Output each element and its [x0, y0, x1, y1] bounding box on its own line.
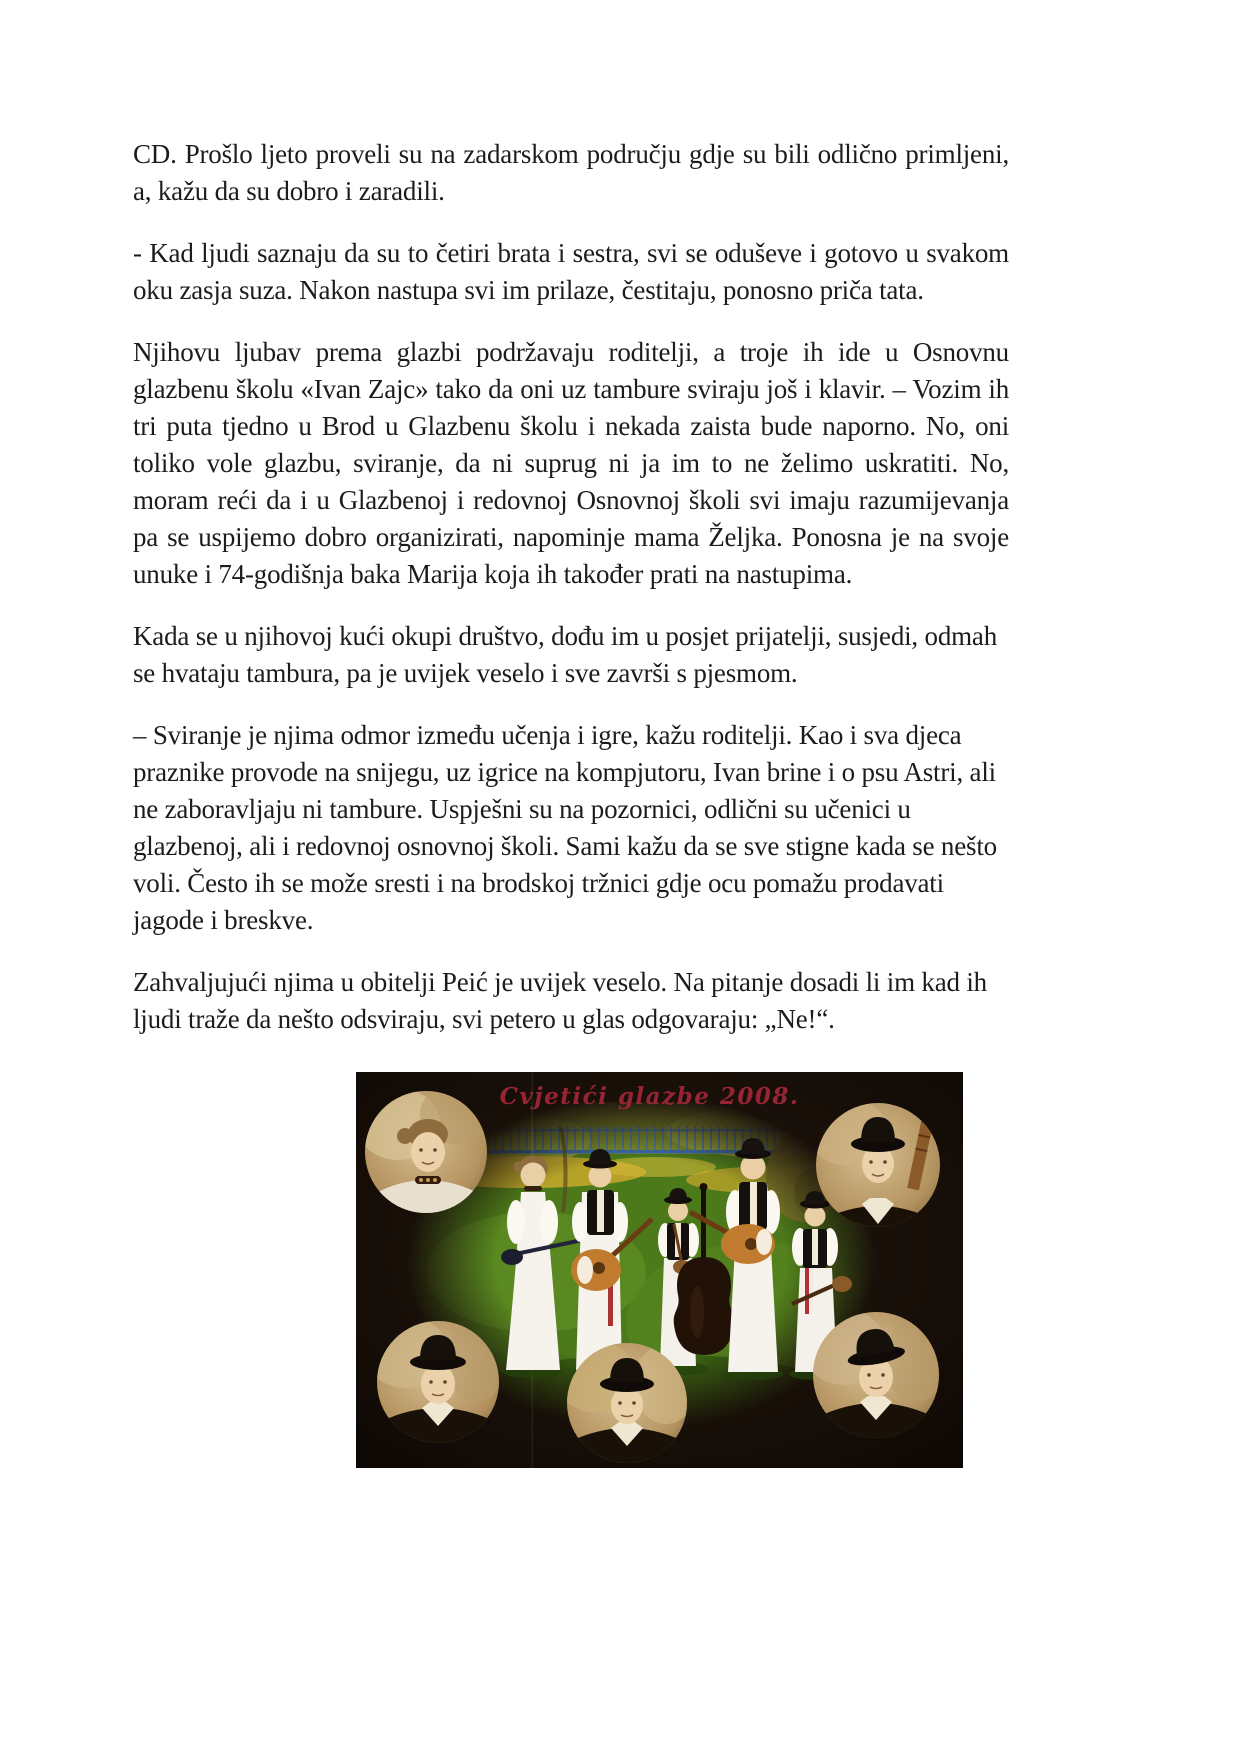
- family-photo-collage: [356, 1072, 963, 1468]
- photo-collage-graphic: [356, 1072, 963, 1468]
- photo-caption: Cvjetići glazbe 2008.: [499, 1083, 800, 1110]
- paragraph-3: Njihovu ljubav prema glazbi podržavaju roditelji, a troje ih ide u Osnovnu glazbenu školu «Ivan Zajc» tako da oni uz tambure sviraju još i klavir. – Vozim ih tri puta tjedno u Brod u Glazbenu školu i nekada zaista bude naporno. No, oni toliko vole glazbu, sviranje, da ni suprug ni ja im to ne želimo uskratiti. No, moram reći da i u Glazbenoj i redovnoj Osnovnoj školi svi imaju razumijevanja pa se uspijemo dobro organizirati, napominje mama Željka. Ponosna je na svoje unuke i 74-godišnja baka Marija koja ih također prati na nastupima.: [133, 337, 1009, 589]
- article-text: [133, 136, 1009, 1063]
- paragraph-1: CD. Prošlo ljeto proveli su na zadarskom području gdje su bili odlično primljeni, a, kažu da su dobro i zaradili.: [133, 139, 1009, 206]
- paragraph-5: – Sviranje je njima odmor između učenja i igre, kažu roditelji. Kao i sva djeca praznike provode na snijegu, uz igrice na kompjutoru, Ivan brine i o psu Astri, ali ne zaboravljaju ni tambure. Uspješni su na pozornici, odlični su učenici u glazbenoj, ali i redovnoj osnovnoj školi. Sami kažu da se sve stigne kada se nešto voli. Često ih se može sresti i na brodskoj tržnici gdje ocu pomažu prodavati jagode i breskve.: [133, 720, 997, 935]
- paragraph-6: Zahvaljujući njima u obitelji Peić je uvijek veselo. Na pitanje dosadi li im kad ih ljudi traže da nešto odsviraju, svi petero u glas odgovaraju: „Ne!“.: [133, 967, 987, 1034]
- paragraph-4: Kada se u njihovoj kući okupi društvo, dođu im u posjet prijatelji, susjedi, odmah se hvataju tambura, pa je uvijek veselo i sve završi s pjesmom.: [133, 621, 998, 688]
- paragraph-2: - Kad ljudi saznaju da su to četiri brata i sestra, svi se oduševe i gotovo u svakom oku zasja suza. Nakon nastupa svi im prilaze, čestitaju, ponosno priča tata.: [133, 238, 1009, 305]
